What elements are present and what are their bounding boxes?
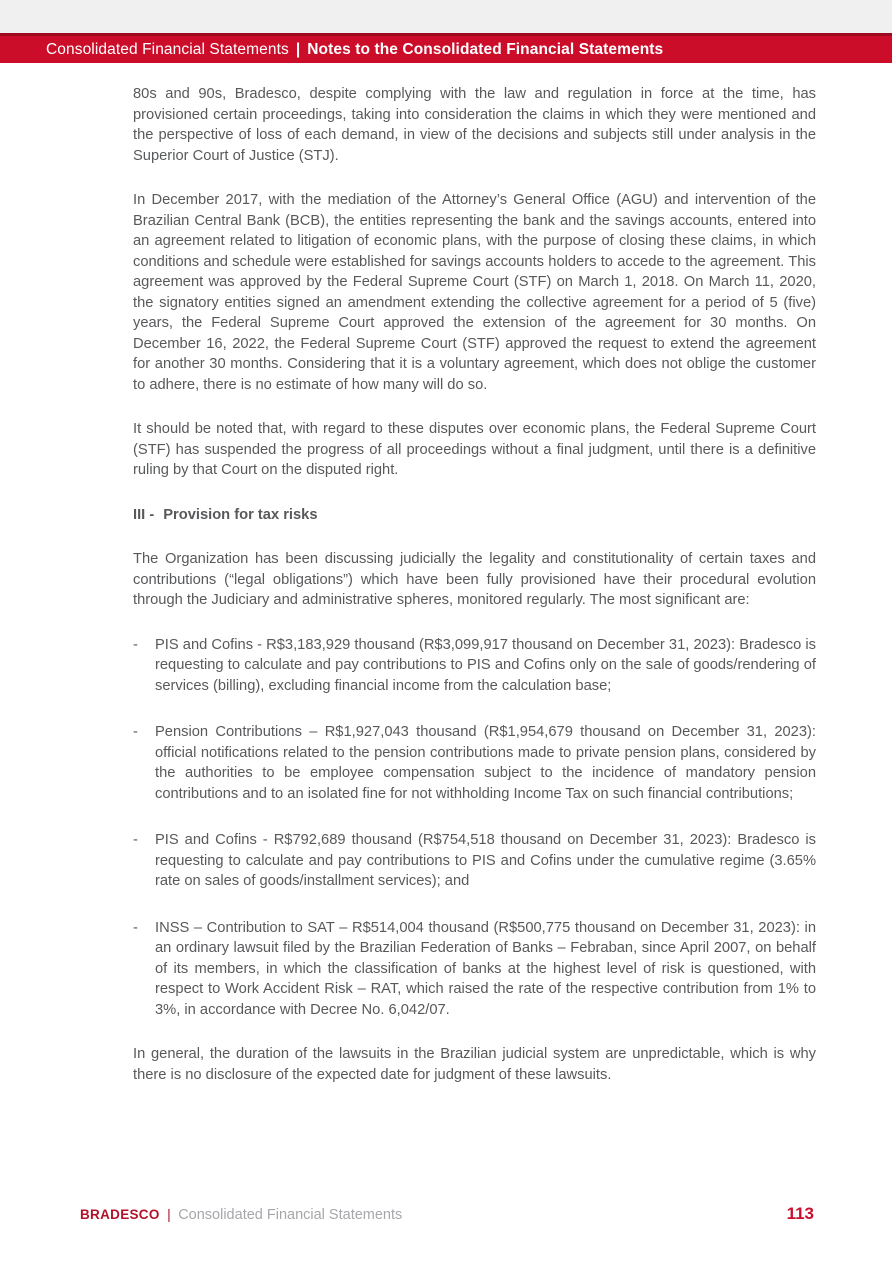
section-heading-tax-risks [133,505,816,526]
page-margin-top [0,0,892,33]
bullet-dash: - [133,636,138,653]
bullet-dash: - [133,724,138,740]
list-item-text: INSS – Contribution to SAT – R$514,004 thousand (R$500,775 thousand on December 31, 2023): in an ordinary lawsuit filed by the Brazilian Federation of Banks – Febraban, since April 2007, on behalf of its members, in which the classification of banks at the highest level of risk is questioned, with respect to Work Accident Risk – RAT, which raised the rate of the respective contribution from 1% to 3%, in accordance with Decree No. 6,042/07. [155,919,816,1018]
list-item-text: PIS and Cofins - R$3,183,929 thousand (R$3,099,917 thousand on December 31, 2023): Bradesco is requesting to calculate and pay contributions to PIS and Cofins only on the sale of goods/rendering of services (billing), excluding financial income from the calculation base; [155,636,816,694]
footer-brand-line [80,1206,402,1224]
list-item-text: PIS and Cofins - R$792,689 thousand (R$754,518 thousand on December 31, 2023): Bradesco is requesting to calculate and pay contributions to PIS and Cofins under the cumulative regime (3.65% rate on sales of goods/installment services); and [155,832,816,889]
list-item-inss-sat [133,918,816,1021]
page-content [0,63,892,1085]
page-number: 113 [786,1204,814,1223]
footer-separator: | [167,1206,171,1222]
header-separator: | [295,40,301,58]
bullet-dash: - [133,832,138,848]
header-section-label: Notes to the Consolidated Financial Statements [307,40,664,58]
paragraph-provision-history: 80s and 90s, Bradesco, despite complying with the law and regulation in force at the time, has provisioned certain proceedings, taking into consideration the claims in which they were mentioned and the perspective of loss of each demand, in view of the decisions and subjects still under analysis in the Superior Court of Justice (STJ). [133,86,816,164]
list-item-pension-contributions [133,722,816,804]
paragraph-economic-plans-agreement: In December 2017, with the mediation of the Attorney’s General Office (AGU) and intervention of the Brazilian Central Bank (BCB), the entities representing the bank and the savings accounts, entered into an agreement related to litigation of economic plans, with the purpose of closing these claims, in which conditions and schedule were established for savings accounts holders to accede to the agreement. This agreement was approved by the Federal Supreme Court (STF) on March 1, 2018. On March 11, 2020, the signatory entities signed an amendment extending the collective agreement for a period of 5 (five) years, the Federal Supreme Court approved the extension of the agreement for 30 months. On December 16, 2022, the Federal Supreme Court (STF) approved the request to extend the agreement for another 30 months. Considering that it is a voluntary agreement, which does not oblige the customer to adhere, there is no estimate of how many will do so. [133,192,816,393]
paragraph-stf-suspension: It should be noted that, with regard to these disputes over economic plans, the Federal Supreme Court (STF) has suspended the progress of all proceedings without a final judgment, until there is a definitive ruling by that Court on the disputed right. [133,421,816,478]
section-numeral: III - [133,506,155,523]
tax-risk-list [133,635,816,1021]
paragraph-tax-intro: The Organization has been discussing judicially the legality and constitutionality of certain taxes and contributions (“legal obligations”) which have been fully provisioned have their procedural evolution through the Judiciary and administrative spheres, monitored regularly. The most significant are: [133,551,816,608]
list-item-text: Pension Contributions – R$1,927,043 thousand (R$1,954,679 thousand on December 31, 2023): official notifications related to the pension contributions made to private pension plans, considered by the authorities to be employee compensation subject to the incidence of mandatory pension contributions and to an isolated fine for not withholding Income Tax on such financial contributions; [155,724,816,802]
header-document-label: Consolidated Financial Statements [46,40,289,58]
paragraph-conclusion: In general, the duration of the lawsuits in the Brazilian judicial system are unpredictable, which is why there is no disclosure of the expected date for judgment of these lawsuits. [133,1046,816,1083]
list-item-pis-cofins-1 [133,635,816,697]
section-title: Provision for tax risks [163,506,318,523]
header-bar [0,33,892,63]
footer-brand: BRADESCO [80,1207,160,1222]
bullet-dash: - [133,919,138,936]
footer-document-title: Consolidated Financial Statements [178,1207,403,1223]
page-footer [80,1204,814,1224]
list-item-pis-cofins-2 [133,830,816,892]
